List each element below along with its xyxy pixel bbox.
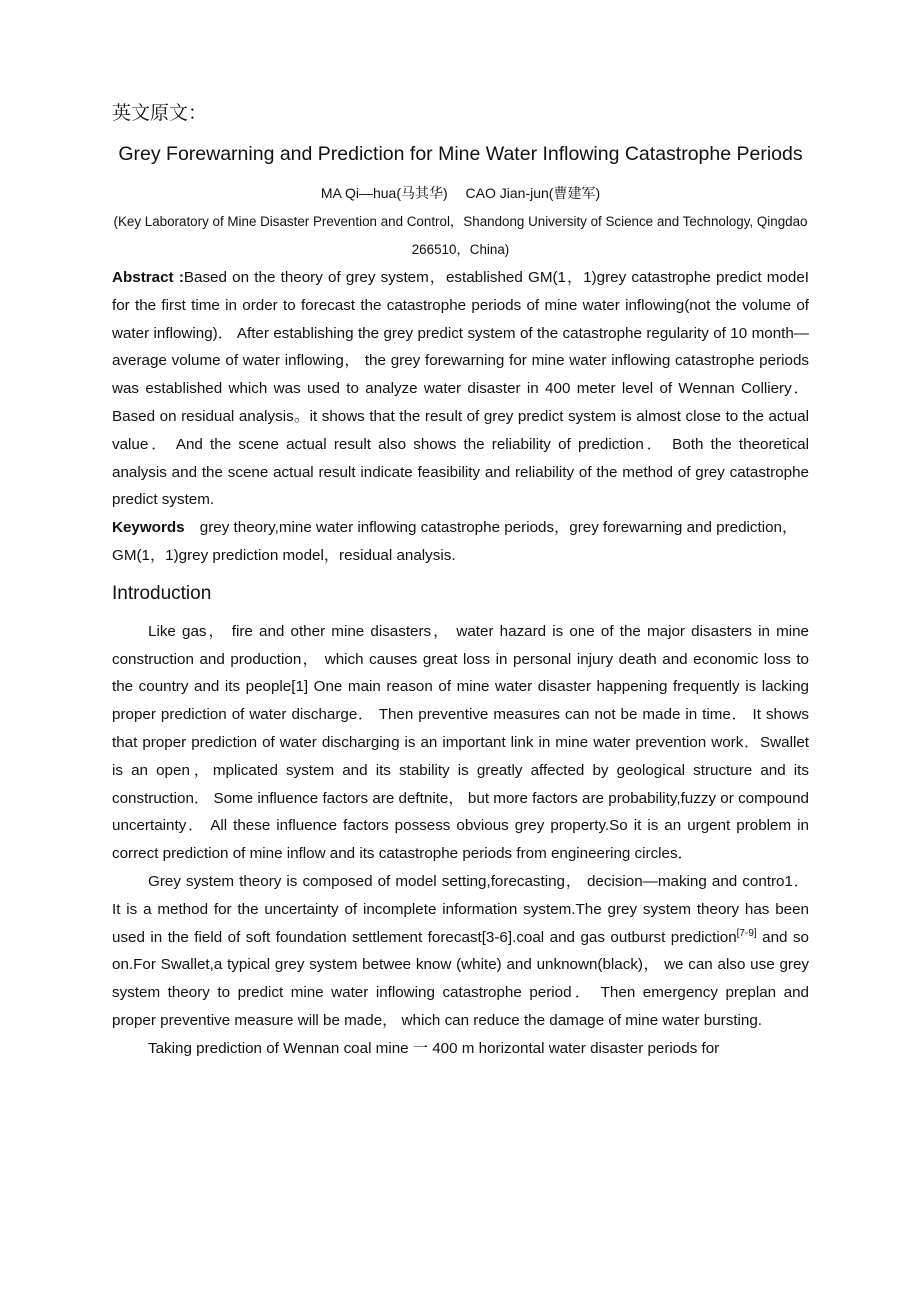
- keywords: [112, 514, 809, 570]
- citation-superscript: [7-9]: [736, 927, 757, 939]
- keywords-text: grey theory,mine water inflowing catastrophe periods，grey forewarning and prediction，GM(1，1)grey prediction model，residual analysis.: [112, 519, 798, 564]
- intro-p2-text-b: and so on.For Swallet,a typical grey system betwee know (white) and unknown(black)， we can also use grey system theory to predict mine water inflowing catastrophe period． Then emergency preplan and proper preventive measure will be made， which can reduce the damage of mine water bursting.: [112, 928, 810, 1029]
- section-label: 英文原文：: [112, 103, 208, 124]
- authors: MA Qi—hua(马其华) CAO Jian-jun(曹建军): [320, 185, 601, 201]
- intro-paragraph-2: [112, 868, 809, 1035]
- document-page: [112, 100, 809, 1063]
- abstract: [112, 264, 809, 514]
- abstract-text: Based on the theory of grey system，established GM(1，1)grey catastrophe predict modeI for the first time in order to forecast the catastrophe periods of mine water inflowing(not the volume of water inflowing)． After establishing the grey predict system of the catastrophe regularity of 10 month—average volume of water inflowing， the grey forewarning for mine water inflowing catastrophe periods was established which was used to analyze water disaster in 400 meter level of Wennan Colliery．Based on residual analysis。it shows that the result of grey predict system is almost close to the actual value． And the scene actual result also shows the reliability of prediction． Both the theoretical analysis and the scene actual result indicate feasibility and reliability of the method of grey catastrophe predict system.: [112, 269, 810, 509]
- keywords-label: Keywords: [112, 519, 185, 537]
- intro-paragraph-3: Taking prediction of Wennan coal mine 一 400 m horizontal water disaster periods for: [148, 1039, 720, 1057]
- abstract-label: Abstract :: [112, 269, 184, 286]
- intro-p2-text-a: Grey system theory is composed of model setting,forecasting， decision—making and contro1． It is a method for the uncertainty of incomplete information system.The grey system theory has been used in the field of soft foundation settlement forecast[3-6].coal and gas outburst prediction: [112, 872, 809, 946]
- intro-paragraph-1: Like gas， fire and other mine disasters， water hazard is one of the major disasters in mine construction and production， which causes great loss in personal injury death and economic loss to the country and its people[1] One main reason of mine water disaster happening frequently is lacking proper prediction of water discharge． Then preventive measures can not be made in time． It shows that proper prediction of water discharging is an important link in mine water prevention work．Swallet is an open，mplicated system and its stability is greatly affected by geological structure and its construction． Some influence factors are deftnite， but more factors are probability,fuzzy or compound uncertainty． All these influence factors possess obvious grey property.So it is an urgent problem in correct prediction of mine inflow and its catastrophe periods from engineering circles．: [112, 622, 809, 863]
- introduction-heading: Introduction: [112, 582, 212, 604]
- paper-title: Grey Forewarning and Prediction for Mine Water Inflowing Catastrophe Periods: [118, 143, 803, 165]
- affiliation: (Key Laboratory of Mine Disaster Prevention and Control，Shandong University of Science and Technology, Qingdao 266510，China): [113, 214, 808, 257]
